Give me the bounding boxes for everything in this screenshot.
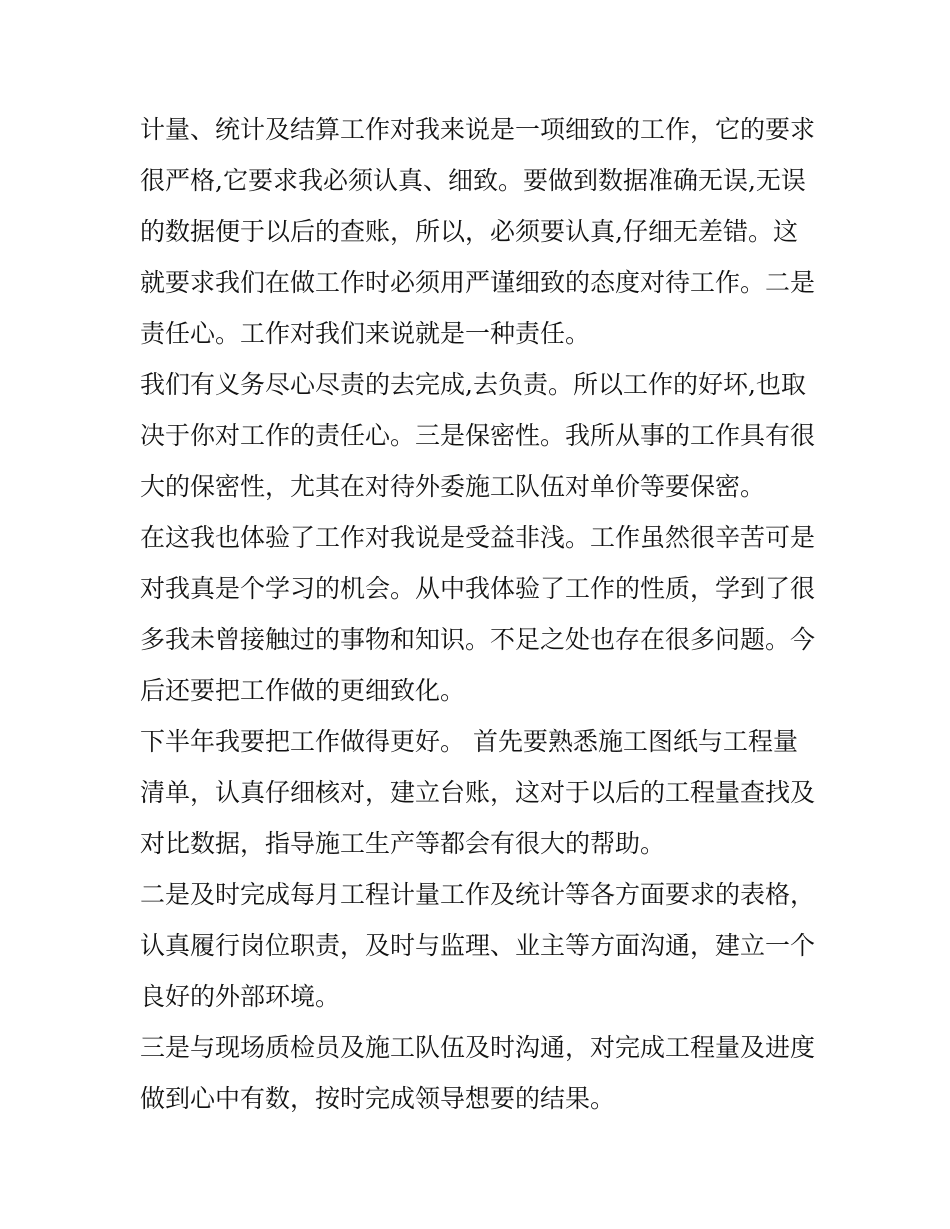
text-line: 在这我也体验了工作对我说是受益非浅。工作虽然很辛苦可是	[140, 523, 816, 552]
text-line: 决于你对工作的责任心。三是保密性。我所从事的工作具有很	[140, 421, 816, 450]
text-line: 大的保密性，尤其在对待外委施工队伍对单价等要保密。	[140, 472, 766, 501]
text-line: 责任心。工作对我们来说就是一种责任。	[140, 319, 591, 348]
text-line: 我们有义务尽心尽责的去完成,去负责。所以工作的好坏,也取	[140, 370, 806, 399]
text-line: 二是及时完成每月工程计量工作及统计等各方面要求的表格，	[140, 880, 816, 909]
text-line: 清单，认真仔细核对，建立台账，这对于以后的工程量查找及	[140, 778, 816, 807]
text-line: 就要求我们在做工作时必须用严谨细致的态度对待工作。二是	[140, 268, 816, 297]
text-line: 多我未曾接触过的事物和知识。不足之处也存在很多问题。今	[140, 625, 816, 654]
text-line: 良好的外部环境。	[140, 982, 341, 1011]
text-line: 下半年我要把工作做得更好。 首先要熟悉施工图纸与工程量	[140, 727, 798, 756]
text-line: 计量、统计及结算工作对我来说是一项细致的工作，它的要求	[140, 115, 816, 144]
document-body	[140, 104, 816, 1124]
text-line: 对比数据，指导施工生产等都会有很大的帮助。	[140, 829, 666, 858]
text-line: 的数据便于以后的查账，所以，必须要认真,仔细无差错。这	[140, 217, 798, 246]
text-line: 很严格,它要求我必须认真、细致。要做到数据准确无误,无误	[140, 166, 806, 195]
text-line: 认真履行岗位职责，及时与监理、业主等方面沟通，建立一个	[140, 931, 816, 960]
text-line: 对我真是个学习的机会。从中我体验了工作的性质，学到了很	[140, 574, 816, 603]
text-line: 三是与现场质检员及施工队伍及时沟通，对完成工程量及进度	[140, 1033, 816, 1062]
text-line: 后还要把工作做的更细致化。	[140, 676, 466, 705]
text-line: 做到心中有数，按时完成领导想要的结果。	[140, 1084, 616, 1113]
